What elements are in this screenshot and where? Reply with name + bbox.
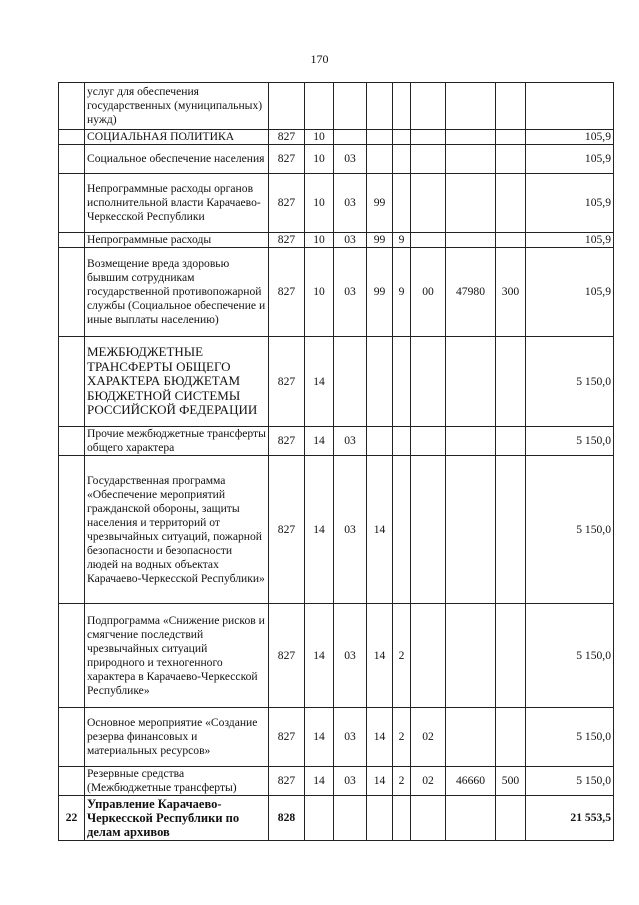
direction-code-cell [446, 145, 496, 174]
row-number-cell [59, 427, 85, 456]
program-code-cell: 14 [367, 456, 393, 604]
row-name-cell: Социальное обеспечение населения [85, 145, 269, 174]
row-number-cell [59, 708, 85, 767]
subsection-code-cell: 03 [334, 604, 367, 708]
direction-code-cell [446, 83, 496, 130]
amount-cell: 5 150,0 [526, 337, 614, 427]
subprogram-code-cell: 2 [393, 767, 411, 796]
expense-type-code-cell [496, 708, 526, 767]
program-code-cell [367, 337, 393, 427]
amount-cell: 105,9 [526, 248, 614, 337]
row-name-cell: Государственная программа «Обеспечение мероприятий гражданской обороны, защиты населения и территорий от чрезвычайных ситуаций, пожарной безопасности и безопасности людей на водных объектах Карачаево-Черкесской Республики» [85, 456, 269, 604]
direction-code-cell: 46660 [446, 767, 496, 796]
amount-cell: 5 150,0 [526, 456, 614, 604]
expense-type-code-cell [496, 145, 526, 174]
section-code-cell: 10 [305, 130, 334, 145]
event-code-cell [411, 604, 446, 708]
table-row [59, 427, 614, 456]
table-row [59, 456, 614, 604]
row-name-cell: МЕЖБЮДЖЕТНЫЕ ТРАНСФЕРТЫ ОБЩЕГО ХАРАКТЕРА БЮДЖЕТАМ БЮДЖЕТНОЙ СИСТЕМЫ РОССИЙСКОЙ ФЕДЕРАЦИИ [85, 337, 269, 427]
subsection-code-cell: 03 [334, 427, 367, 456]
amount-cell: 105,9 [526, 130, 614, 145]
row-number-cell [59, 145, 85, 174]
event-code-cell [411, 427, 446, 456]
ved-code-cell: 827 [269, 233, 305, 248]
row-number-cell [59, 767, 85, 796]
amount-cell: 21 553,5 [526, 796, 614, 841]
subsection-code-cell [334, 130, 367, 145]
subprogram-code-cell [393, 130, 411, 145]
ved-code-cell: 827 [269, 456, 305, 604]
direction-code-cell [446, 233, 496, 248]
subsection-code-cell: 03 [334, 248, 367, 337]
ved-code-cell: 827 [269, 174, 305, 233]
amount-cell: 5 150,0 [526, 708, 614, 767]
direction-code-cell [446, 130, 496, 145]
row-name-cell: Управление Карачаево-Черкесской Республики по делам архивов [85, 796, 269, 841]
row-number-cell [59, 248, 85, 337]
ved-code-cell: 827 [269, 604, 305, 708]
program-code-cell: 99 [367, 248, 393, 337]
event-code-cell: 00 [411, 248, 446, 337]
direction-code-cell [446, 604, 496, 708]
subsection-code-cell: 03 [334, 233, 367, 248]
subprogram-code-cell: 2 [393, 708, 411, 767]
section-code-cell: 14 [305, 456, 334, 604]
table-row [59, 604, 614, 708]
row-name-cell: Возмещение вреда здоровью бывшим сотрудникам государственной противопожарной службы (Социальное обеспечение и иные выплаты населению) [85, 248, 269, 337]
program-code-cell: 99 [367, 233, 393, 248]
ved-code-cell [269, 83, 305, 130]
program-code-cell [367, 427, 393, 456]
event-code-cell [411, 456, 446, 604]
section-code-cell: 10 [305, 248, 334, 337]
amount-cell: 105,9 [526, 174, 614, 233]
program-code-cell: 99 [367, 174, 393, 233]
row-name-cell: Основное мероприятие «Создание резерва финансовых и материальных ресурсов» [85, 708, 269, 767]
event-code-cell: 02 [411, 708, 446, 767]
amount-cell: 105,9 [526, 233, 614, 248]
subsection-code-cell: 03 [334, 174, 367, 233]
program-code-cell [367, 130, 393, 145]
page-number: 170 [310, 52, 329, 66]
section-code-cell: 14 [305, 604, 334, 708]
direction-code-cell [446, 456, 496, 604]
event-code-cell [411, 796, 446, 841]
row-name-cell: Непрограммные расходы [85, 233, 269, 248]
section-code-cell: 10 [305, 174, 334, 233]
expense-type-code-cell [496, 337, 526, 427]
ved-code-cell: 827 [269, 337, 305, 427]
section-code-cell: 10 [305, 233, 334, 248]
expense-type-code-cell [496, 796, 526, 841]
subprogram-code-cell: 9 [393, 233, 411, 248]
table-row [59, 174, 614, 233]
direction-code-cell [446, 796, 496, 841]
subprogram-code-cell [393, 427, 411, 456]
table-row [59, 145, 614, 174]
table-row [59, 130, 614, 145]
subsection-code-cell: 03 [334, 145, 367, 174]
row-name-cell: услуг для обеспечения государственных (муниципальных) нужд) [85, 83, 269, 130]
row-number-cell [59, 174, 85, 233]
section-code-cell: 14 [305, 427, 334, 456]
row-number-cell [59, 233, 85, 248]
row-number-cell [59, 456, 85, 604]
subprogram-code-cell [393, 337, 411, 427]
table-row [59, 83, 614, 130]
subprogram-code-cell: 9 [393, 248, 411, 337]
direction-code-cell [446, 174, 496, 233]
subprogram-code-cell [393, 174, 411, 233]
table-row [59, 337, 614, 427]
event-code-cell [411, 130, 446, 145]
row-number-cell [59, 337, 85, 427]
amount-cell: 5 150,0 [526, 427, 614, 456]
expense-type-code-cell: 500 [496, 767, 526, 796]
direction-code-cell: 47980 [446, 248, 496, 337]
event-code-cell [411, 337, 446, 427]
ved-code-cell: 827 [269, 130, 305, 145]
table-row [59, 233, 614, 248]
program-code-cell [367, 145, 393, 174]
expense-type-code-cell [496, 427, 526, 456]
row-name-cell: Непрограммные расходы органов исполнительной власти Карачаево-Черкесской Республики [85, 174, 269, 233]
program-code-cell: 14 [367, 767, 393, 796]
subprogram-code-cell: 2 [393, 604, 411, 708]
row-name-cell: Резервные средства (Межбюджетные трансферты) [85, 767, 269, 796]
ved-code-cell: 828 [269, 796, 305, 841]
subsection-code-cell: 03 [334, 456, 367, 604]
expense-type-code-cell: 300 [496, 248, 526, 337]
row-name-cell: СОЦИАЛЬНАЯ ПОЛИТИКА [85, 130, 269, 145]
section-code-cell [305, 83, 334, 130]
subsection-code-cell [334, 337, 367, 427]
event-code-cell: 02 [411, 767, 446, 796]
event-code-cell [411, 233, 446, 248]
program-code-cell [367, 83, 393, 130]
program-code-cell: 14 [367, 708, 393, 767]
section-code-cell: 14 [305, 767, 334, 796]
subsection-code-cell: 03 [334, 767, 367, 796]
ved-code-cell: 827 [269, 708, 305, 767]
event-code-cell [411, 145, 446, 174]
subsection-code-cell [334, 83, 367, 130]
amount-cell: 5 150,0 [526, 767, 614, 796]
direction-code-cell [446, 337, 496, 427]
budget-table [58, 82, 614, 841]
amount-cell [526, 83, 614, 130]
section-code-cell: 14 [305, 708, 334, 767]
table-row [59, 796, 614, 841]
ved-code-cell: 827 [269, 767, 305, 796]
row-name-cell: Подпрограмма «Снижение рисков и смягчение последствий чрезвычайных ситуаций природного и техногенного характера в Карачаево-Черкесской Республике» [85, 604, 269, 708]
subsection-code-cell [334, 796, 367, 841]
subprogram-code-cell [393, 796, 411, 841]
subprogram-code-cell [393, 145, 411, 174]
row-name-cell: Прочие межбюджетные трансферты общего характера [85, 427, 269, 456]
row-number-cell: 22 [59, 796, 85, 841]
expense-type-code-cell [496, 83, 526, 130]
expense-type-code-cell [496, 233, 526, 248]
subprogram-code-cell [393, 456, 411, 604]
section-code-cell [305, 796, 334, 841]
subsection-code-cell: 03 [334, 708, 367, 767]
section-code-cell: 14 [305, 337, 334, 427]
program-code-cell: 14 [367, 604, 393, 708]
table-body [59, 83, 614, 841]
expense-type-code-cell [496, 604, 526, 708]
row-number-cell [59, 604, 85, 708]
table-row [59, 767, 614, 796]
amount-cell: 105,9 [526, 145, 614, 174]
expense-type-code-cell [496, 130, 526, 145]
event-code-cell [411, 83, 446, 130]
program-code-cell [367, 796, 393, 841]
expense-type-code-cell [496, 456, 526, 604]
ved-code-cell: 827 [269, 145, 305, 174]
section-code-cell: 10 [305, 145, 334, 174]
direction-code-cell [446, 427, 496, 456]
amount-cell: 5 150,0 [526, 604, 614, 708]
table-row [59, 708, 614, 767]
subprogram-code-cell [393, 83, 411, 130]
event-code-cell [411, 174, 446, 233]
row-number-cell [59, 83, 85, 130]
row-number-cell [59, 130, 85, 145]
table-row [59, 248, 614, 337]
ved-code-cell: 827 [269, 427, 305, 456]
ved-code-cell: 827 [269, 248, 305, 337]
expense-type-code-cell [496, 174, 526, 233]
direction-code-cell [446, 708, 496, 767]
